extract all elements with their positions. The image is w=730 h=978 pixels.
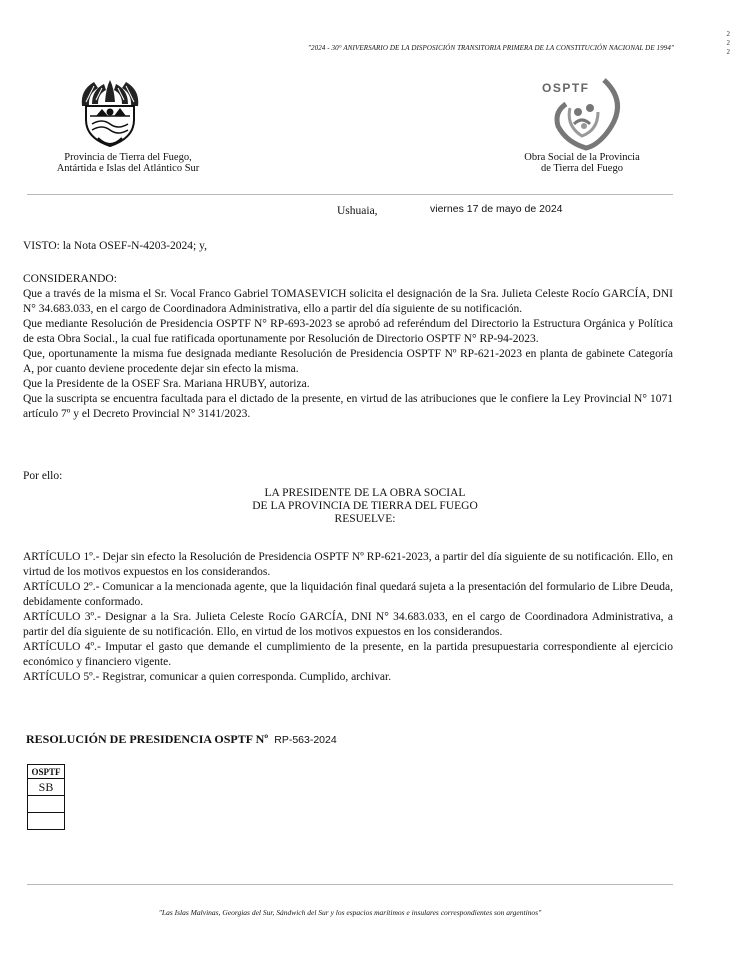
osptf-caption [490,152,674,174]
province-caption-line1: Provincia de Tierra del Fuego, [64,152,192,163]
considerando-paragraph: Que mediante Resolución de Presidencia OSPTF N° RP-693-2023 se aprobó ad referéndum del Directorio la Estructura Orgánica y Política de esta Obra Social., la cual fue ratificada oportunamente por Resolución de Directorio OSPTF N° RP-94-2023. [23,318,673,345]
resolution-label: RESOLUCIÓN DE PRESIDENCIA OSPTF Nº [26,732,269,746]
page-edge-marks: 2 2 2 [726,30,730,56]
por-ello: Por ello: [23,470,63,482]
initials-box [27,764,65,830]
articulo-paragraph: ARTÍCULO 5º.- Registrar, comunicar a quien corresponda. Cumplido, archivar. [23,671,392,683]
initials-box-empty-cell [28,813,65,830]
resuelve-block [0,487,730,526]
initials-box-header: OSPTF [28,765,65,779]
osptf-logo [536,72,632,152]
considerando-paragraph: Que, oportunamente la misma fue designada mediante Resolución de Presidencia OSPTF Nº RP-621-2023 en planta de gabinete Categoría A, por cuanto deviene procedente dejar sin efecto la misma. [23,348,673,375]
considerando-paragraph: Que la suscripta se encuentra facultada para el dictado de la presente, en virtud de las atribuciones que le confiere la Ley Provincial N° 1071 artículo 7º y el Decreto Provincial N° 3141/2023. [23,393,673,420]
visto-paragraph: VISTO: la Nota OSEF-N-4203-2024; y, [23,240,207,252]
header-divider [27,194,673,195]
initials-box-initials: SB [28,779,65,796]
considerando-section [23,272,673,422]
articulos-section [23,550,673,685]
articulo-paragraph: ARTÍCULO 2º.- Comunicar a la mencionada agente, que la liquidación final quedará sujeta a la presentación del formulario de Libre Deuda, debidamente conformado. [23,581,673,608]
articulo-paragraph: ARTÍCULO 4º.- Imputar el gasto que demande el cumplimiento de la presente, en la partida presupuestaria correspondiente al ejercicio económico y financiero vigente. [23,641,673,668]
dateline-place: Ushuaia, [337,205,378,217]
initials-box-empty-cell [28,796,65,813]
footer-motto: "Las Islas Malvinas, Georgias del Sur, Sándwich del Sur y los espacios marítimos e insulares correspondientes son argentinos" [158,908,542,917]
dateline-date: viernes 17 de mayo de 2024 [430,203,563,215]
province-caption [20,152,236,174]
resuelve-line3: RESUELVE: [334,513,396,525]
articulo-paragraph: ARTÍCULO 3º.- Designar a la Sra. Julieta Celeste Rocío GARCÍA, DNI N° 34.683.033, en el cargo de Coordinadora Administrativa, a partir del día siguiente de su notificación. Ello, en virtud de los motivos expuestos en los considerandos. [23,611,673,638]
resuelve-line1: LA PRESIDENTE DE LA OBRA SOCIAL [264,487,466,499]
considerando-heading: CONSIDERANDO: [23,273,117,285]
province-caption-line2: Antártida e Islas del Atlántico Sur [56,163,200,174]
resuelve-line2: DE LA PROVINCIA DE TIERRA DEL FUEGO [252,500,478,512]
resolution-number-line [26,732,337,747]
considerando-paragraph: Que a través de la misma el Sr. Vocal Franco Gabriel TOMASEVICH solicita el designación de la Sra. Julieta Celeste Rocío GARCÍA, DNI N° 34.683.033, en el cargo de Coordinadora Administrativa, ello a partir del día siguiente de su notificación. [23,288,673,315]
osptf-caption-line1: Obra Social de la Provincia [524,152,640,163]
osptf-caption-line2: de Tierra del Fuego [541,163,623,174]
header-motto: "2024 - 30° ANIVERSARIO DE LA DISPOSICIÓN TRANSITORIA PRIMERA DE LA CONSTITUCIÓN NACIONAL DE 1994" [307,44,674,52]
province-coat-of-arms-logo [72,76,148,150]
resolution-number: RP-563-2024 [274,734,337,746]
articulo-paragraph: ARTÍCULO 1º.- Dejar sin efecto la Resolución de Presidencia OSPTF Nº RP-621-2023, a partir del día siguiente de su notificación. Ello, en virtud de los motivos expuestos en los considerandos. [23,551,673,578]
footer-divider [27,884,673,885]
osptf-logo-wordmark: OSPTF [542,81,590,95]
considerando-paragraph: Que la Presidente de la OSEF Sra. Mariana HRUBY, autoriza. [23,378,310,390]
